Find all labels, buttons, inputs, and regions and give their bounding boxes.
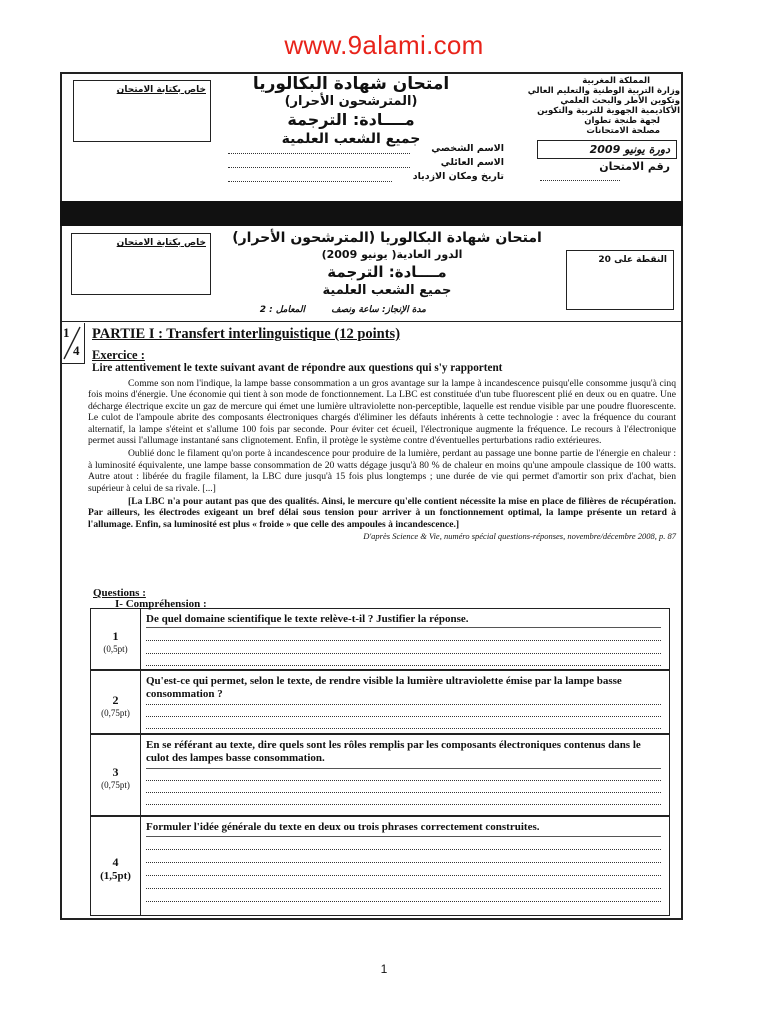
page-fraction [60, 323, 85, 364]
ministry-line: المملكة المغربية [582, 76, 650, 86]
answer-line[interactable] [146, 900, 661, 902]
question-number-cell [91, 735, 141, 815]
instruction: Lire attentivement le texte suivant avant de répondre aux questions qui s'y rapportent [92, 362, 503, 374]
header2-center [222, 228, 552, 300]
text-paragraph: Oublié donc le filament qu'on porte à incandescence pour produire de la lumière, perdant au passage une bonne partie de l'énergie en chaleur : à luminosité équivalente, une lampe basse consommation de 20 watts dégage jusqu'à 80 % de chaleur en moins qu'une ampoule classique de 100 watts. Autre atout : libérée du fragile filament, la LBC dure jusqu'à 15 fois plus longtemps ; une durée de vie qui permet d'amortir son prix d'achat, bien supérieur à celui de sa rivale. [...] [88, 448, 676, 494]
session-box [537, 140, 677, 159]
page-number: 1 [380, 962, 388, 976]
birth-label: تاريخ ومكان الازدياد [412, 171, 504, 182]
header1-center [228, 74, 474, 148]
question-number-cell [91, 671, 141, 733]
grade-box [566, 250, 674, 310]
question-points: (0,75pt) [101, 708, 130, 718]
question-number: 1 [112, 629, 119, 643]
text-paragraph-bracketed: [La LBC n'a pour autant pas que des qualités. Ainsi, le mercure qu'elle contient nécessite la mise en place de filières de récupération. Par ailleurs, les électrodes exigeant un bref délai sous tension pour arriver à un fonctionnement optimal, la lampe présente un retard à l'allumage. Enfin, sa luminosité est plus « froide » que celle des ampoules à incandescence.] [88, 496, 676, 530]
exam-session-2: الدور العادية( يونيو 2009) [321, 248, 463, 261]
answer-line[interactable] [146, 727, 661, 729]
exam-title: امتحان شهادة البكالوريا [252, 74, 450, 94]
ministry-line: لجهة طنجة تطوان [584, 116, 660, 126]
session-label: دورة يونيو 2009 [589, 143, 670, 156]
exercise-label: Exercice : [92, 348, 145, 362]
reserved-box-top [73, 80, 211, 142]
ministry-line: الأكاديمية الجهوية للتربية والتكوين [537, 106, 680, 116]
answer-line[interactable] [146, 664, 661, 666]
part-title: PARTIE I : Transfert interlinguistique (12 points) [92, 326, 401, 342]
question-points: (1,5pt) [100, 870, 131, 882]
question-row [90, 608, 670, 670]
answer-line[interactable] [146, 791, 661, 793]
text-body [88, 378, 676, 543]
exam-coefficient: المعامل : 2 [259, 305, 305, 315]
text-source: D'après Science & Vie, numéro spécial questions-réponses, novembre/décembre 2008, p. 87 [363, 531, 676, 542]
question-text: En se référant au texte, dire quels sont les rôles remplis par les composants électroniques contenus dans le culot des lampes basse consommation. [146, 739, 641, 764]
question-number: 3 [112, 765, 119, 779]
answer-line[interactable] [146, 767, 661, 769]
comprehension-heading: I- Compréhension : [115, 598, 207, 610]
page-fraction-den: 4 [73, 343, 80, 358]
birth-field[interactable] [228, 181, 392, 182]
question-number-cell [91, 817, 141, 915]
reserved-box-label: خاص بكتابة الامتحان [116, 85, 206, 95]
questions-heading: Questions : [93, 587, 146, 599]
exam-streams-2: جميع الشعب العلمية [322, 283, 452, 298]
question-text: De quel domaine scientifique le texte relève-t-il ? Justifier la réponse. [146, 613, 469, 625]
ministry-line: وتكوين الأطر والبحث العلمي [560, 96, 680, 106]
question-number: 4 [112, 855, 119, 869]
ministry-line: مصلحة الامتحانات [586, 126, 660, 136]
fraction-slash [60, 323, 84, 363]
answer-line[interactable] [146, 639, 661, 641]
header-rule [60, 321, 683, 322]
exam-number-label: رقم الامتحان [599, 160, 670, 173]
exam-duration: مدة الإنجاز: ساعة ونصف [331, 305, 426, 315]
reserved-box-bottom [71, 233, 211, 295]
family-name-field[interactable] [228, 167, 410, 168]
answer-line[interactable] [146, 779, 661, 781]
question-points: (0,5pt) [103, 644, 128, 654]
answer-line[interactable] [146, 715, 661, 717]
answer-line[interactable] [146, 703, 661, 705]
exam-streams: جميع الشعب العلمية [281, 131, 421, 147]
answer-line[interactable] [146, 874, 661, 876]
question-row [90, 734, 670, 816]
grade-box-label: النقطة على 20 [598, 255, 667, 265]
answer-line[interactable] [146, 803, 661, 805]
exam-subtitle: (المترشحون الأحرار) [284, 94, 418, 109]
answer-line[interactable] [146, 652, 661, 654]
answer-line[interactable] [146, 835, 661, 837]
text-paragraph: Comme son nom l'indique, la lampe basse consommation a un gros avantage sur la lampe à incandescence puisqu'elle consomme jusqu'à cinq fois moins d'énergie. Une économie qui tient à son mode de fonctionnement. La LBC est constituée d'un tube fluorescent plié en deux ou en quatre. Une décharge électrique excite un gaz de mercure qui émet une lumière ultraviolette non-perceptible, laquelle est rendue visible par une poudre fluorescente. Le culot de l'ampoule abrite des composants électroniques chargés d'éliminer les défauts inhérents à cette technologie : avec la fréquence du courant alternatif, la lampe s'éteint et s'allume 100 fois par seconde. Pour éviter cet écueil, l'électronique augmente la fréquence. Le recours à l'électronique permet aussi l'allumage instantané sans clignotement. Enfin, il protège le système contre d'éventuelles perturbations radio extérieures. [88, 378, 676, 447]
answer-line[interactable] [146, 626, 661, 628]
ministry-line: وزارة التربية الوطنية والتعليم العالي [527, 86, 680, 96]
question-row [90, 816, 670, 916]
question-number-cell [91, 609, 141, 669]
answer-line[interactable] [146, 848, 661, 850]
question-text: Qu'est-ce qui permet, selon le texte, de rendre visible la lumière ultraviolette émise par la lampe basse consommation ? [146, 675, 622, 700]
question-row [90, 670, 670, 734]
separator-band [60, 201, 683, 226]
ministry-block [500, 76, 680, 136]
exam-title-2: امتحان شهادة البكالوريا (المترشحون الأحرار) [232, 230, 542, 246]
answer-line[interactable] [146, 887, 661, 889]
personal-name-label: الاسم الشخصي [431, 143, 504, 154]
family-name-label: الاسم العائلي [440, 157, 504, 168]
exam-subject-2: مــــادة: الترجمة [327, 263, 447, 281]
answer-line[interactable] [146, 861, 661, 863]
website-url[interactable]: www.9alami.com [284, 30, 484, 60]
question-text: Formuler l'idée générale du texte en deux ou trois phrases correctement construites. [146, 821, 540, 833]
reserved-box-label: خاص بكتابة الامتحان [116, 238, 206, 248]
exam-number-field[interactable] [540, 180, 620, 181]
question-number: 2 [112, 693, 119, 707]
personal-name-field[interactable] [228, 153, 410, 154]
exam-subject: مــــادة: الترجمة [287, 110, 415, 129]
page-fraction-num: 1 [63, 325, 70, 340]
question-points: (0,75pt) [101, 780, 130, 790]
